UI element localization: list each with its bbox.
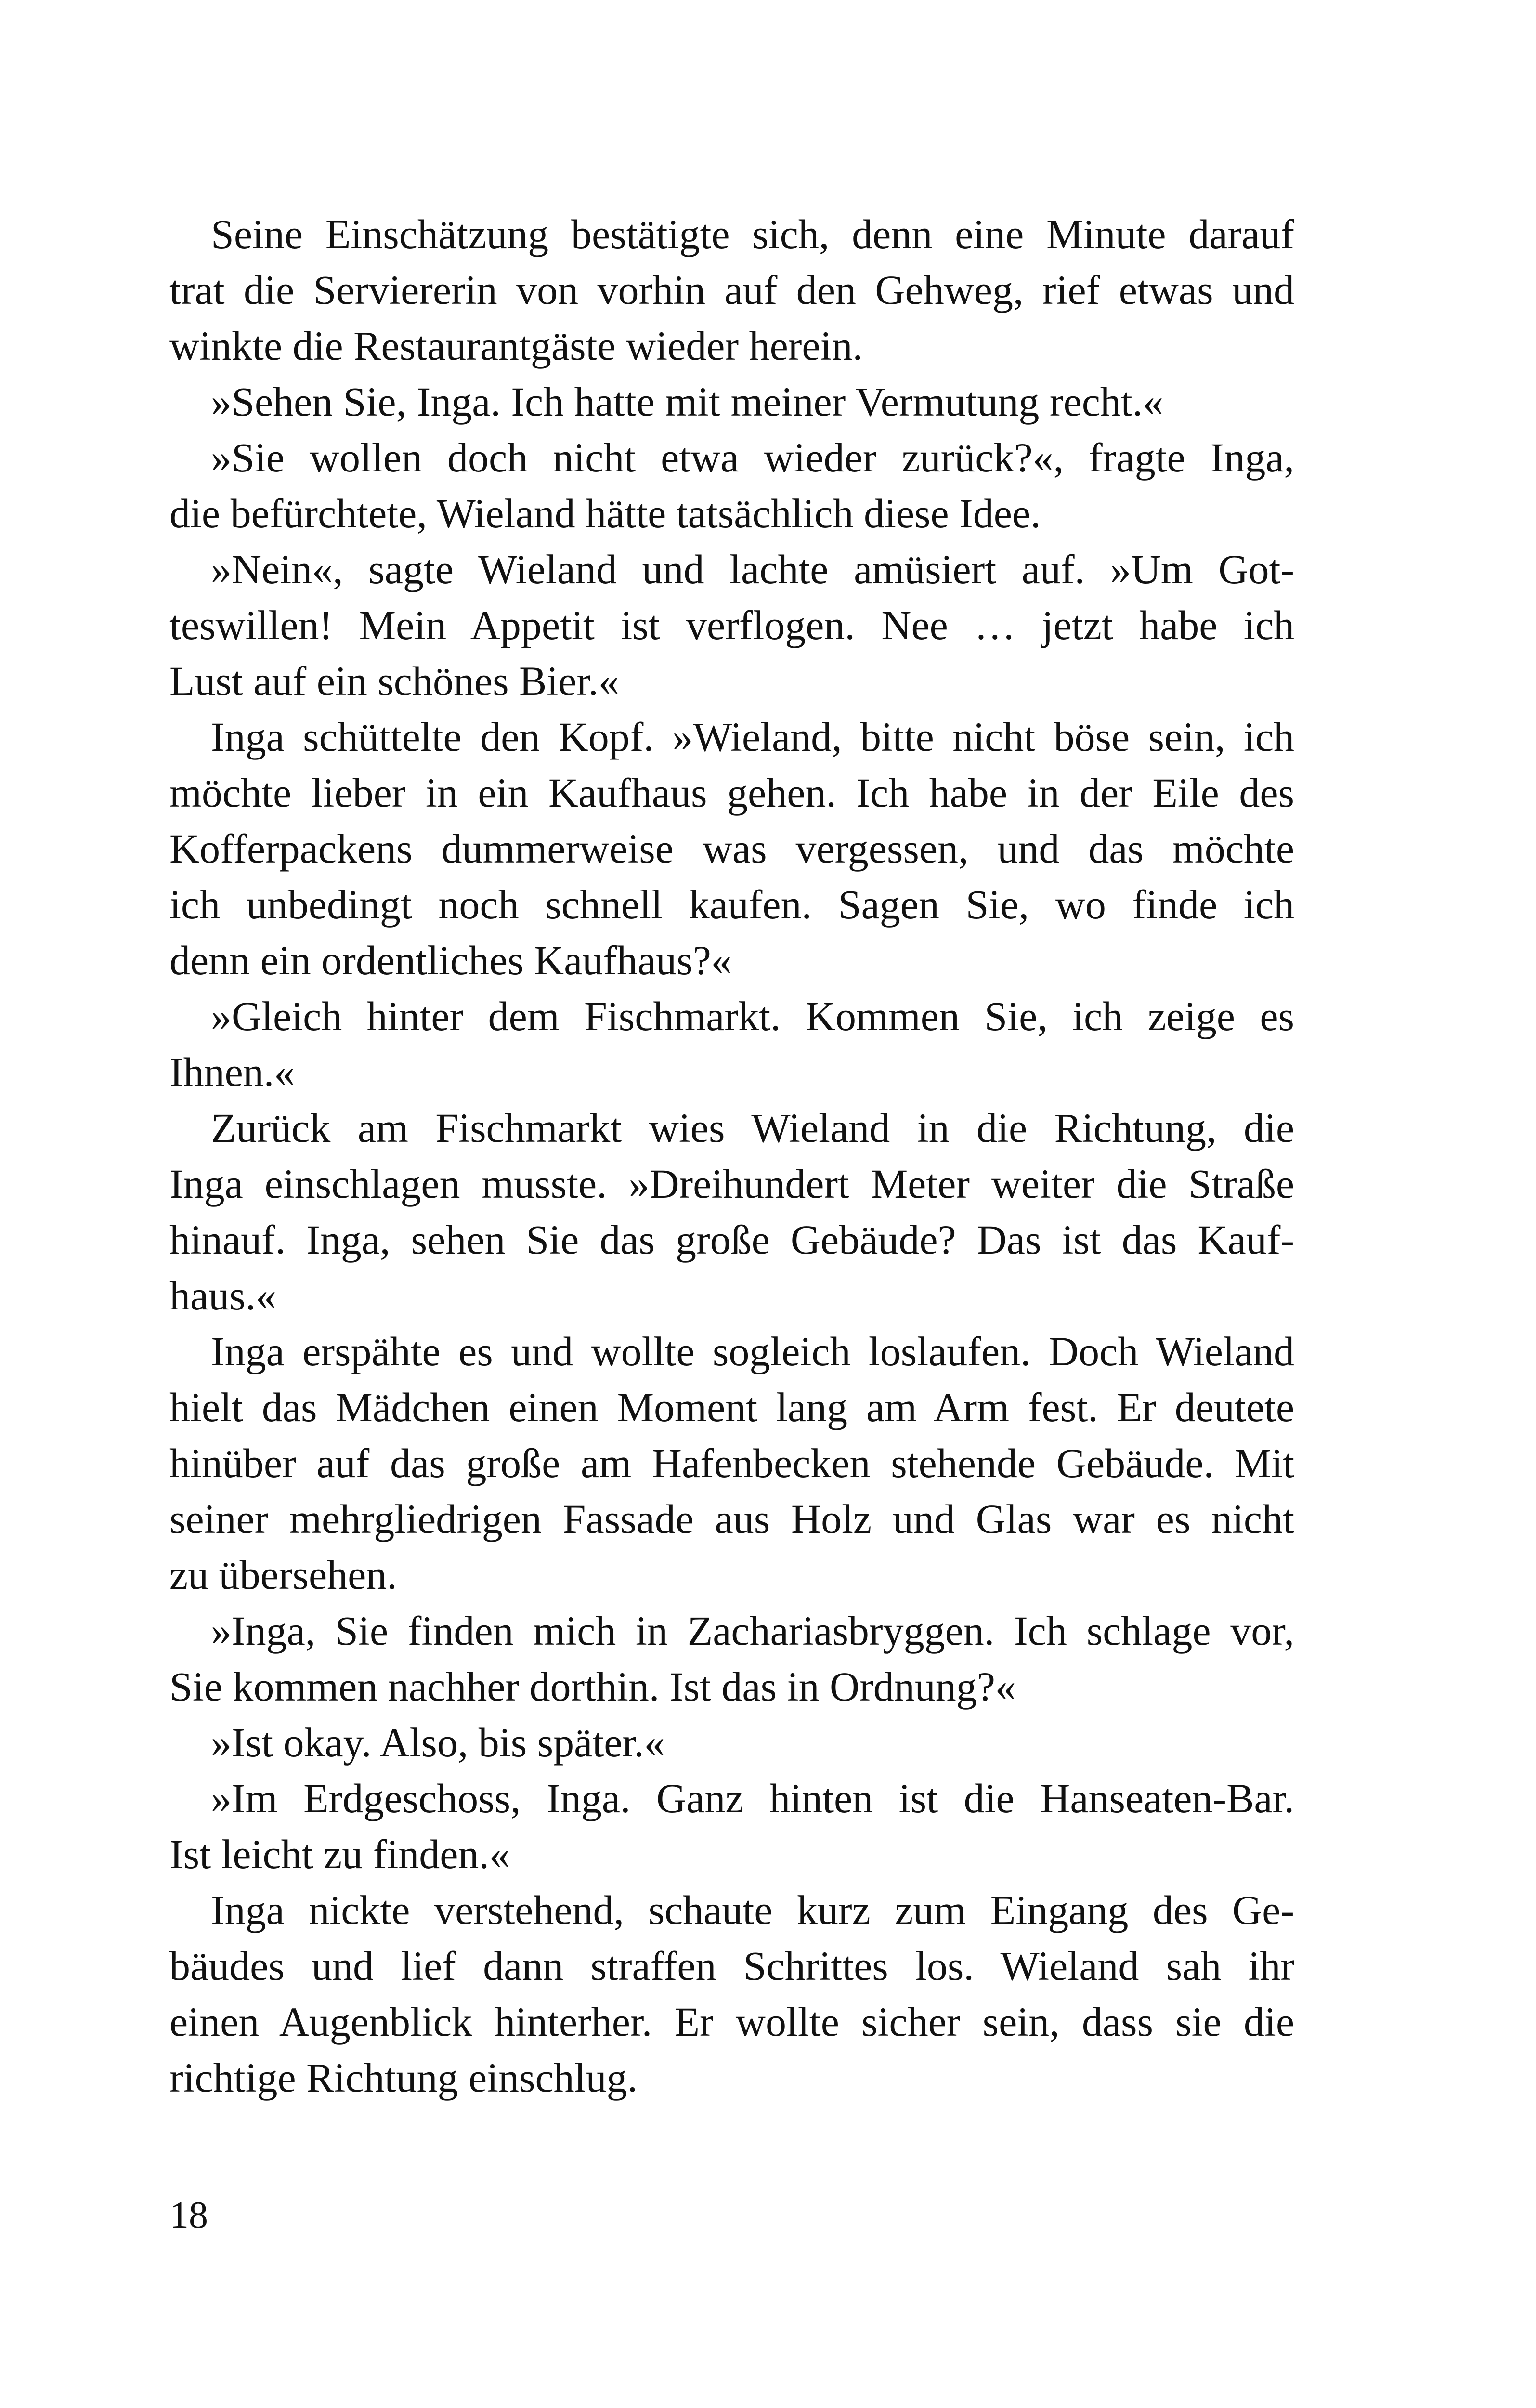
text-line: zu übersehen. xyxy=(169,1552,397,1598)
text-line: Inga einschlagen musste. »Dreihundert Meter weiter die Straße xyxy=(169,1161,1294,1207)
text-line: winkte die Restaurantgäste wieder herein. xyxy=(169,323,863,369)
text-line: »Ist okay. Also, bis später.« xyxy=(211,1719,665,1766)
text-line: Seine Einschätzung bestätigte sich, denn eine Minute darauf xyxy=(211,211,1294,257)
text-line: »Im Erdgeschoss, Inga. Ganz hinten ist die Hanseaten-Bar. xyxy=(211,1775,1294,1821)
text-line: Inga nickte verstehend, schaute kurz zum Eingang des Ge- xyxy=(211,1887,1294,1933)
text-line: Sie kommen nachher dorthin. Ist das in Ordnung?« xyxy=(169,1663,1016,1710)
text-line: »Nein«, sagte Wieland und lachte amüsiert auf. »Um Got- xyxy=(211,546,1294,592)
text-line: hielt das Mädchen einen Moment lang am Arm fest. Er deutete xyxy=(169,1384,1294,1430)
text-line: Inga schüttelte den Kopf. »Wieland, bitte nicht böse sein, ich xyxy=(211,714,1294,760)
text-line: richtige Richtung einschlug. xyxy=(169,2055,638,2101)
text-line: einen Augenblick hinterher. Er wollte sicher sein, dass sie die xyxy=(169,1999,1294,2045)
text-line: trat die Serviererin von vorhin auf den Gehweg, rief etwas und xyxy=(169,267,1294,313)
text-line: bäudes und lief dann straffen Schrittes los. Wieland sah ihr xyxy=(169,1943,1294,1989)
text-line: Ist leicht zu finden.« xyxy=(169,1831,510,1877)
text-line: Kofferpackens dummerweise was vergessen, und das möchte xyxy=(169,825,1294,872)
body-text xyxy=(169,206,1294,2106)
text-line: hinüber auf das große am Hafenbecken stehende Gebäude. Mit xyxy=(169,1440,1294,1486)
text-line: Inga erspähte es und wollte sogleich loslaufen. Doch Wieland xyxy=(211,1328,1294,1374)
text-line: möchte lieber in ein Kaufhaus gehen. Ich habe in der Eile des xyxy=(169,770,1294,816)
text-line: denn ein ordentliches Kaufhaus?« xyxy=(169,937,732,983)
text-line: teswillen! Mein Appetit ist verflogen. Nee … jetzt habe ich xyxy=(169,602,1294,648)
text-line: haus.« xyxy=(169,1272,277,1319)
text-line: Zurück am Fischmarkt wies Wieland in die Richtung, die xyxy=(211,1105,1294,1151)
text-line: »Gleich hinter dem Fischmarkt. Kommen Sie, ich zeige es xyxy=(211,993,1294,1039)
text-line: »Sehen Sie, Inga. Ich hatte mit meiner Vermutung recht.« xyxy=(211,379,1164,425)
text-line: hinauf. Inga, sehen Sie das große Gebäude? Das ist das Kauf- xyxy=(169,1217,1294,1263)
text-line: Lust auf ein schönes Bier.« xyxy=(169,658,619,704)
text-line: »Inga, Sie finden mich in Zachariasbryggen. Ich schlage vor, xyxy=(211,1608,1294,1654)
text-line: seiner mehrgliedrigen Fassade aus Holz und Glas war es nicht xyxy=(169,1496,1294,1542)
text-line: »Sie wollen doch nicht etwa wieder zurück?«, fragte Inga, xyxy=(211,434,1294,481)
text-line: Ihnen.« xyxy=(169,1049,295,1095)
text-line: ich unbedingt noch schnell kaufen. Sagen Sie, wo finde ich xyxy=(169,881,1294,928)
page-number: 18 xyxy=(169,2194,208,2237)
text-line: die befürchtete, Wieland hätte tatsächlich diese Idee. xyxy=(169,490,1041,537)
